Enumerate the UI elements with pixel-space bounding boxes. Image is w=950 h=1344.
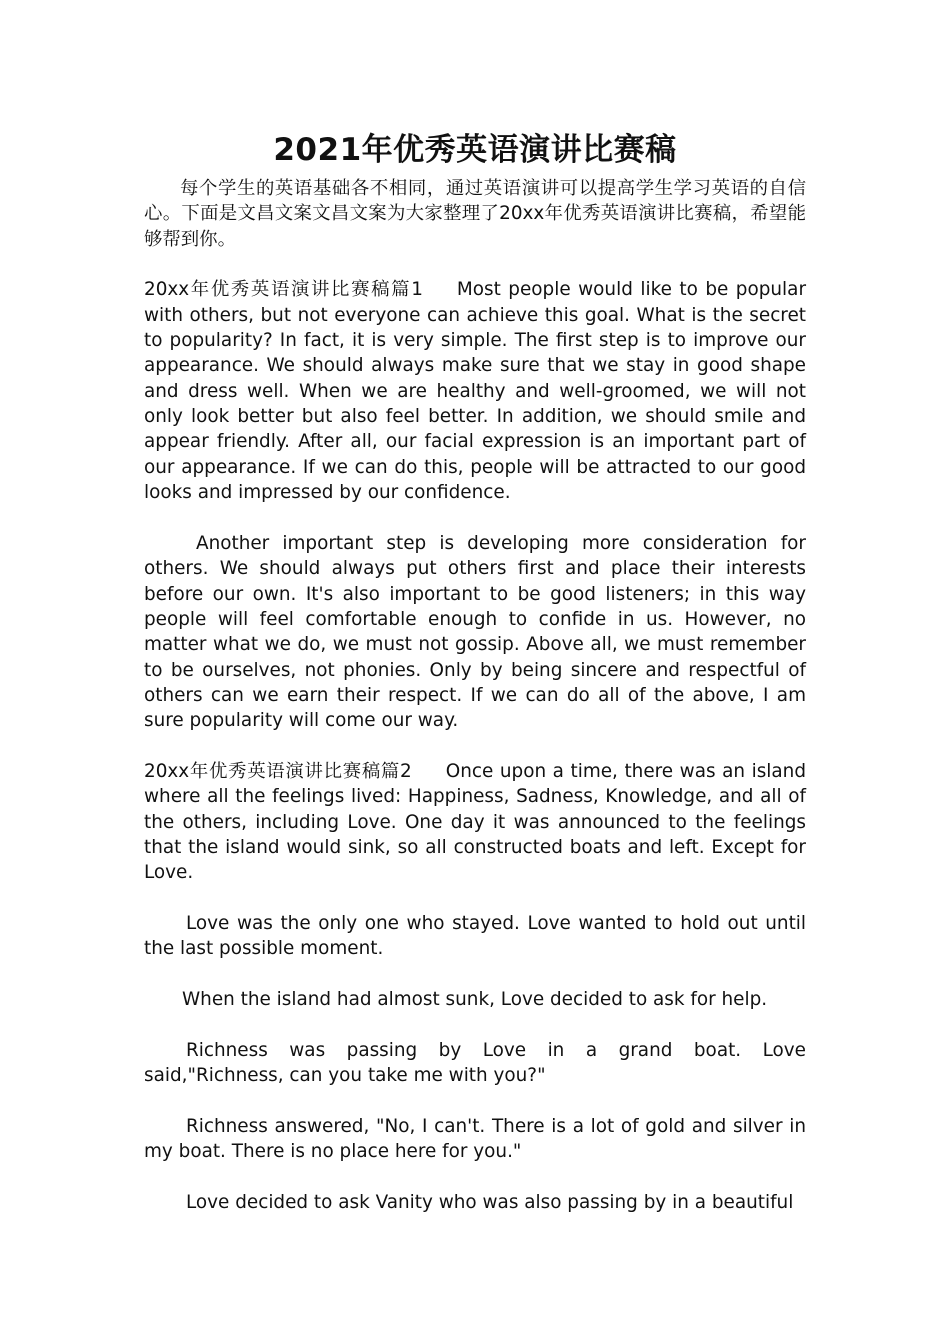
section2-paragraph4: Richness was passing by Love in a grand boat. Love said,"Richness, can you take me with you?"	[144, 1039, 806, 1087]
paragraph-spacer	[144, 252, 806, 277]
section1-first-paragraph	[144, 277, 806, 505]
section1-heading: 20xx年优秀英语演讲比赛稿篇1	[144, 279, 423, 301]
section2-paragraph5: Richness answered, "No, I can't. There is a lot of gold and silver in my boat. There is no place here for you."	[144, 1115, 806, 1163]
section2-paragraph6: Love decided to ask Vanity who was also passing by in a beautiful	[186, 1191, 794, 1213]
paragraph-spacer	[144, 1012, 806, 1037]
paragraph-spacer	[144, 962, 806, 987]
section1-paragraph1: Most people would like to be popular with others, but not everyone can achieve this goal. What is the secret to popularity? In fact, it is very simple. The first step is to improve our appearance. We should always make sure that we stay in good shape and dress well. When we are healthy and well-groomed, we will not only look better but also feel better. In addition, we should smile and appear friendly. After all, our facial expression is an important part of our appearance. If we can do this, people will be attracted to our good looks and impressed by our confidence.	[144, 279, 807, 504]
section2-heading: 20xx年优秀英语演讲比赛稿篇2	[144, 760, 412, 782]
paragraph-spacer	[144, 1088, 806, 1113]
section1-paragraph2: Another important step is developing more consideration for others. We should always put others first and place their interests before our own. It's also important to be good listeners; in this way people will feel comfortable enough to confide in us. However, no matter what we do, we must not gossip. Above all, we must remember to be ourselves, not phonies. Only by being sincere and respectful of others can we earn their respect. If we can do all of the above, I am sure popularity will come our way.	[144, 532, 806, 732]
intro-paragraph: 每个学生的英语基础各不相同，通过英语演讲可以提高学生学习英语的自信心。下面是文昌文案文昌文案为大家整理了20xx年优秀英语演讲比赛稿，希望能够帮到你。	[144, 178, 806, 250]
section2-first-paragraph	[144, 759, 806, 886]
page-title: 2021年优秀英语演讲比赛稿	[273, 132, 677, 168]
section2-paragraph3: When the island had almost sunk, Love decided to ask for help.	[182, 989, 768, 1010]
paragraph-spacer	[144, 505, 806, 530]
section2-paragraph1: Once upon a time, there was an island where all the feelings lived: Happiness, Sadness, Knowledge, and all of the others, including Love. One day it was announced to the feelings that the island would sink, so all constructed boats and left. Except for Love.	[144, 760, 807, 884]
paragraph-spacer	[144, 734, 806, 759]
section2-paragraph2: Love was the only one who stayed. Love wanted to hold out until the last possible moment.	[144, 912, 806, 960]
paragraph-spacer	[144, 1164, 806, 1189]
document-body	[144, 176, 806, 1215]
paragraph-spacer	[144, 886, 806, 911]
